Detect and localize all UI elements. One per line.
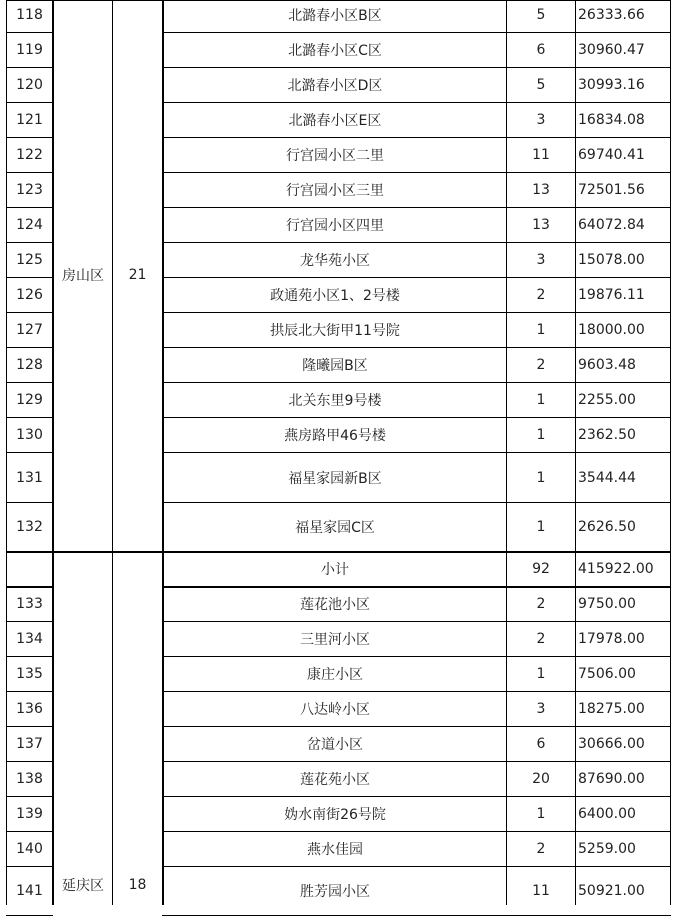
table-cell-no: 129 <box>16 392 43 408</box>
table-cell-name: 康庄小区 <box>307 667 363 683</box>
table-cell-count: 20 <box>532 771 550 787</box>
table-cell-name: 燕房路甲46号楼 <box>284 428 386 444</box>
group-total: 21 <box>128 266 147 283</box>
table-cell-count: 3 <box>536 701 546 717</box>
table-cell-area: 15078.00 <box>578 252 645 268</box>
table-cell-name: 福星家园C区 <box>295 520 375 536</box>
table-cell-area: 16834.08 <box>578 112 645 128</box>
table-cell-count: 3 <box>536 252 546 268</box>
table-cell-no: 141 <box>16 883 43 899</box>
table-cell-name: 北潞春小区D区 <box>287 78 383 94</box>
table-cell-no <box>7 552 52 586</box>
table-cell-name: 莲花苑小区 <box>300 772 370 788</box>
table-cell-name: 莲花池小区 <box>300 597 370 613</box>
table-cell-area: 17978.00 <box>578 631 645 647</box>
group-total: 18 <box>128 877 147 893</box>
table-cell-area: 3544.44 <box>578 469 636 486</box>
table-cell-area: 9603.48 <box>578 357 636 373</box>
table-cell-name: 三里河小区 <box>300 632 370 648</box>
table-cell-count: 92 <box>532 561 550 577</box>
table-cell-no: 122 <box>16 147 43 163</box>
table-cell-name: 行宫园小区二里 <box>286 148 384 164</box>
table-cell-name: 北潞春小区B区 <box>288 8 382 24</box>
table-cell-count: 1 <box>536 469 546 486</box>
table-cell-name: 福星家园新B区 <box>288 470 382 487</box>
table-cell-area: 72501.56 <box>578 182 645 198</box>
table-cell-count: 11 <box>532 883 550 899</box>
table-cell-count: 2 <box>536 631 546 647</box>
table-cell-area: 64072.84 <box>578 217 645 233</box>
table-cell-area: 30666.00 <box>578 736 645 752</box>
table-cell-area: 18275.00 <box>578 701 645 717</box>
table-cell-count: 11 <box>532 147 550 163</box>
table-cell-area: 2255.00 <box>578 392 636 408</box>
table-cell-no: 138 <box>16 771 43 787</box>
table-cell-name: 北关东里9号楼 <box>288 393 382 409</box>
table-cell-area: 26333.66 <box>578 7 645 23</box>
table-cell-count: 1 <box>536 322 546 338</box>
table-cell-count: 1 <box>536 427 546 443</box>
table-cell-area: 2626.50 <box>578 519 636 535</box>
table-cell-name: 隆曦园B区 <box>302 358 368 374</box>
table-cell-count: 6 <box>536 42 546 58</box>
table-cell-area: 87690.00 <box>578 771 645 787</box>
table-cell-area: 30960.47 <box>578 42 645 58</box>
table-cell-no: 128 <box>16 357 43 373</box>
table-cell-no: 123 <box>16 182 43 198</box>
table-cell-no: 119 <box>16 42 43 58</box>
table-cell-count: 13 <box>532 182 550 198</box>
table-cell-name: 胜芳园小区 <box>300 884 370 900</box>
table-cell-name: 北潞春小区C区 <box>288 43 382 59</box>
table-cell-count: 3 <box>536 112 546 128</box>
table-cell-count: 1 <box>536 666 546 682</box>
table-cell-no: 134 <box>16 631 43 647</box>
table-cell-no: 125 <box>16 252 43 268</box>
table-cell-area: 9750.00 <box>578 596 636 612</box>
table-cell-no: 121 <box>16 112 43 128</box>
table-cell-count: 2 <box>536 596 546 612</box>
table-cell-area: 50921.00 <box>578 883 645 899</box>
table-cell-area: 30993.16 <box>578 77 645 93</box>
table-cell-no: 118 <box>16 7 43 23</box>
table-cell-count: 1 <box>536 392 546 408</box>
table-cell-name: 八达岭小区 <box>300 702 370 718</box>
table-cell-area: 7506.00 <box>578 666 636 682</box>
table-cell-count: 2 <box>536 841 546 857</box>
table-cell-area: 69740.41 <box>578 147 645 163</box>
table-cell-name: 妫水南街26号院 <box>284 807 386 823</box>
table-cell-name: 政通苑小区1、2号楼 <box>270 288 400 304</box>
group-district: 延庆区 <box>62 878 104 894</box>
table-cell-no: 132 <box>16 519 43 535</box>
table-cell-no: 131 <box>16 469 43 486</box>
table-cell-name: 行宫园小区四里 <box>286 218 384 234</box>
table-cell-count: 5 <box>536 7 546 23</box>
table-cell-no: 130 <box>16 427 43 443</box>
table-cell-area: 18000.00 <box>578 322 645 338</box>
table-cell-name: 岔道小区 <box>307 737 363 753</box>
table-cell-count: 1 <box>536 806 546 822</box>
table-cell-no: 120 <box>16 77 43 93</box>
table-cell-no: 139 <box>16 806 43 822</box>
table-cell-name: 拱辰北大街甲11号院 <box>270 323 400 339</box>
table-cell-name: 燕水佳园 <box>307 842 363 858</box>
table-cell-name: 行宫园小区三里 <box>286 183 384 199</box>
table-cell-no: 135 <box>16 666 43 682</box>
table-cell-no: 137 <box>16 736 43 752</box>
table-cell-area: 6400.00 <box>578 806 636 822</box>
table-cell-no: 136 <box>16 701 43 717</box>
table-cell-no: 140 <box>16 841 43 857</box>
table-cell-area: 415922.00 <box>578 561 654 577</box>
group-district: 房山区 <box>62 267 104 284</box>
table-cell-name: 北潞春小区E区 <box>288 113 382 129</box>
table-cell-no: 133 <box>16 596 43 612</box>
table-cell-area: 2362.50 <box>578 427 636 443</box>
table-cell-count: 2 <box>536 357 546 373</box>
table-cell-count: 6 <box>536 736 546 752</box>
table-cell-area: 5259.00 <box>578 841 636 857</box>
table-cell-name: 龙华苑小区 <box>300 253 370 269</box>
table-cell-count: 5 <box>536 77 546 93</box>
table-cell-count: 13 <box>532 217 550 233</box>
table-cell-count: 2 <box>536 287 546 303</box>
table-cell-area: 19876.11 <box>578 287 645 303</box>
table-cell-no: 127 <box>16 322 43 338</box>
table-cell-name: 小计 <box>321 562 349 578</box>
table-cell-count: 1 <box>536 519 546 535</box>
table-cell-no: 126 <box>16 287 43 303</box>
table-cell-no: 124 <box>16 217 43 233</box>
